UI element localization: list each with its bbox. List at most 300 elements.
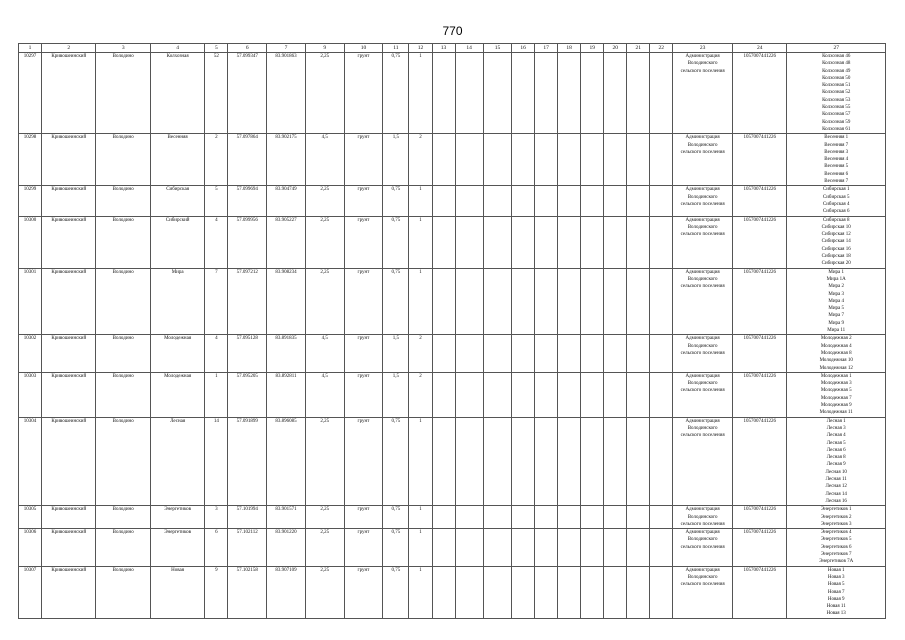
address-line: Весенняя 7 [824,142,849,148]
column-header: 20 [604,44,627,53]
empty-cell [558,134,581,186]
row-district: Кривошеинский [42,506,96,529]
row-longitude: 83.901571 [267,506,306,529]
empty-cell [455,529,483,567]
empty-cell [581,417,604,506]
row-area: 2,25 [305,268,344,335]
address-line: Энергетиков 4 [820,530,852,536]
row-area: 4,5 [305,134,344,186]
empty-cell [483,566,511,618]
owner-line: Администрация [685,373,720,379]
empty-cell [512,372,535,417]
column-header: 22 [650,44,673,53]
owner-line: Администрация [685,269,720,275]
row-container-count: 1 [409,529,432,567]
empty-cell [604,216,627,268]
row-area: 4,5 [305,372,344,417]
empty-cell [558,53,581,134]
address-line: Лесная 3 [826,425,846,431]
column-header: 6 [228,44,267,53]
empty-cell [483,529,511,567]
empty-cell [558,417,581,506]
row-district: Кривошеинский [42,216,96,268]
empty-cell [627,506,650,529]
table-row [19,134,886,186]
row-longitude: 83.901220 [267,529,306,567]
owner-line: Володинского [687,381,718,387]
table-row [19,335,886,373]
row-container-size: 0,75 [383,506,409,529]
column-header: 12 [409,44,432,53]
column-header: 9 [305,44,344,53]
address-line: Колхозная 61 [822,126,851,132]
owner-line: Администрация [685,530,720,536]
address-line: Молодежная 11 [819,410,853,416]
empty-cell [604,268,627,335]
row-latitude: 57.101994 [228,506,267,529]
address-line: Колхозная 48 [822,61,851,67]
table-row [19,216,886,268]
column-header: 13 [432,44,455,53]
empty-cell [604,53,627,134]
empty-cell [512,335,535,373]
address-line: Новая 11 [826,604,846,610]
owner-line: сельского поселения [680,388,725,394]
empty-cell [432,134,455,186]
empty-cell [432,186,455,216]
empty-cell [455,268,483,335]
row-container-count: 1 [409,53,432,134]
empty-cell [650,529,673,567]
empty-cell [512,268,535,335]
empty-cell [558,216,581,268]
address-line: Лесная 11 [825,477,847,483]
empty-cell [432,506,455,529]
row-container-count: 1 [409,417,432,506]
owner-line: Администрация [685,418,720,424]
owner-line: сельского поселения [680,544,725,550]
row-area: 2,25 [305,566,344,618]
row-latitude: 57.102112 [228,529,267,567]
row-ogrn: 1057007441226 [732,53,786,134]
row-area: 2,25 [305,529,344,567]
row-longitude: 83.896085 [267,417,306,506]
row-addresses [787,268,886,335]
row-owner [673,216,733,268]
row-surface: грунт [344,186,383,216]
empty-cell [627,268,650,335]
row-owner [673,134,733,186]
row-longitude: 83.891835 [267,335,306,373]
row-addresses [787,417,886,506]
row-longitude: 83.908234 [267,268,306,335]
empty-cell [581,216,604,268]
row-container-size: 0,75 [383,566,409,618]
empty-cell [581,268,604,335]
column-header: 7 [267,44,306,53]
empty-cell [650,53,673,134]
owner-line: Володинского [687,142,718,148]
row-ogrn: 1057007441226 [732,216,786,268]
address-line: Лесная 10 [825,469,847,475]
column-header: 18 [558,44,581,53]
row-id: 10299 [19,186,42,216]
address-line: Сибирская 10 [821,224,851,230]
address-line: Мира 4 [828,298,844,304]
row-owner [673,372,733,417]
address-line: Молодежная 2 [820,336,852,342]
row-addresses [787,134,886,186]
table-row [19,268,886,335]
row-addresses [787,372,886,417]
empty-cell [535,186,558,216]
empty-cell [535,566,558,618]
row-house-number: 14 [205,417,228,506]
row-id: 10303 [19,372,42,417]
address-line: Весенняя 7 [824,179,849,185]
owner-line: Володинского [687,224,718,230]
row-container-size: 0,75 [383,417,409,506]
row-area: 2,25 [305,186,344,216]
empty-cell [432,335,455,373]
row-longitude: 83.902175 [267,134,306,186]
address-line: Молодежная 1 [820,373,852,379]
empty-cell [512,417,535,506]
address-line: Молодежная 3 [820,381,852,387]
empty-cell [627,186,650,216]
empty-cell [432,216,455,268]
row-longitude: 83.904749 [267,186,306,216]
address-line: Колхозная 53 [822,97,851,103]
row-surface: грунт [344,216,383,268]
empty-cell [581,53,604,134]
row-longitude: 83.905227 [267,216,306,268]
owner-line: сельского поселения [680,433,725,439]
empty-cell [627,134,650,186]
row-id: 10301 [19,268,42,335]
address-line: Энергетиков 3 [820,521,852,527]
row-latitude: 57.097212 [228,268,267,335]
address-line: Лесная 14 [825,491,847,497]
row-house-number: 3 [205,506,228,529]
container-site-registry-table [18,43,886,619]
row-surface: грунт [344,417,383,506]
address-line: Энергетиков 6 [820,544,852,550]
row-ogrn: 1057007441226 [732,506,786,529]
row-street: Сибирская [150,186,204,216]
address-line: Весенняя 4 [824,157,849,163]
owner-line: Володинского [687,343,718,349]
column-header: 11 [383,44,409,53]
address-line: Лесная 6 [826,447,846,453]
owner-line: Володинского [687,514,718,520]
address-line: Новая 5 [827,582,845,588]
owner-line: Администрация [685,507,720,513]
address-line: Лесная 8 [826,455,846,461]
empty-cell [650,372,673,417]
row-ogrn: 1057007441226 [732,417,786,506]
row-settlement: Володино [96,134,150,186]
empty-cell [483,372,511,417]
empty-cell [455,134,483,186]
empty-cell [483,417,511,506]
row-addresses [787,186,886,216]
owner-line: Володинского [687,194,718,200]
empty-cell [432,566,455,618]
empty-cell [558,372,581,417]
owner-line: Администрация [685,54,720,59]
row-settlement: Володино [96,417,150,506]
owner-line: Администрация [685,567,720,573]
row-ogrn: 1057007441226 [732,335,786,373]
row-owner [673,53,733,134]
row-container-size: 0,75 [383,186,409,216]
empty-cell [483,506,511,529]
empty-cell [512,566,535,618]
row-container-count: 2 [409,134,432,186]
address-line: Сибирская 4 [822,201,850,207]
address-line: Сибирская 20 [821,261,851,267]
address-line: Молодежная 8 [820,350,852,356]
row-street: Колхозная [150,53,204,134]
address-line: Молодежная 9 [820,403,852,409]
owner-line: сельского поселения [680,149,725,155]
empty-cell [512,53,535,134]
row-addresses [787,335,886,373]
column-header: 27 [787,44,886,53]
address-line: Мира 2 [828,284,844,290]
row-latitude: 57.099347 [228,53,267,134]
row-container-count: 1 [409,506,432,529]
empty-cell [483,134,511,186]
address-line: Весенняя 3 [824,149,849,155]
row-street: Молодежная [150,335,204,373]
row-addresses [787,529,886,567]
row-street: Молодежная [150,372,204,417]
row-ogrn: 1057007441226 [732,566,786,618]
row-owner [673,529,733,567]
table-row [19,566,886,618]
owner-line: Володинского [687,425,718,431]
row-id: 10298 [19,134,42,186]
row-district: Кривошеинский [42,417,96,506]
address-line: Весенняя 1 [824,135,849,141]
row-latitude: 57.099956 [228,216,267,268]
owner-line: Администрация [685,217,720,223]
row-container-size: 1,5 [383,372,409,417]
empty-cell [512,529,535,567]
row-house-number: 7 [205,268,228,335]
address-line: Колхозная 52 [822,90,851,96]
row-area: 2,25 [305,506,344,529]
row-id: 10307 [19,566,42,618]
address-line: Мира 1А [826,276,846,282]
address-line: Колхозная 50 [822,75,851,81]
address-line: Сибирская 8 [822,217,850,223]
empty-cell [535,216,558,268]
empty-cell [455,506,483,529]
owner-line: сельского поселения [680,350,725,356]
empty-cell [535,506,558,529]
address-line: Новая 9 [827,596,845,602]
owner-line: Администрация [685,336,720,342]
owner-line: Администрация [685,187,720,193]
empty-cell [604,134,627,186]
row-street: Новая [150,566,204,618]
empty-cell [650,506,673,529]
row-district: Кривошеинский [42,566,96,618]
row-container-size: 0,75 [383,268,409,335]
address-line: Новая 1 [827,567,845,573]
empty-cell [558,529,581,567]
owner-line: сельского поселения [680,284,725,290]
address-line: Лесная 4 [826,433,846,439]
owner-line: сельского поселения [680,201,725,207]
empty-cell [627,417,650,506]
row-district: Кривошеинский [42,134,96,186]
row-district: Кривошеинский [42,372,96,417]
empty-cell [650,134,673,186]
address-line: Молодежная 7 [820,395,852,401]
column-header: 5 [205,44,228,53]
row-surface: грунт [344,335,383,373]
address-line: Молодежная 5 [820,388,852,394]
empty-cell [455,417,483,506]
table-body [19,44,886,619]
row-area: 2,25 [305,53,344,134]
row-street: Энергетиков [150,506,204,529]
empty-cell [512,216,535,268]
address-line: Колхозная 55 [822,105,851,111]
row-container-count: 2 [409,372,432,417]
table-row [19,417,886,506]
empty-cell [455,335,483,373]
column-header: 24 [732,44,786,53]
column-header: 3 [96,44,150,53]
column-header: 10 [344,44,383,53]
empty-cell [627,216,650,268]
row-settlement: Володино [96,506,150,529]
address-line: Энергетиков 7А [819,559,854,565]
empty-cell [650,566,673,618]
row-settlement: Володино [96,268,150,335]
address-line: Колхозная 57 [822,112,851,118]
empty-cell [558,186,581,216]
address-line: Молодежная 4 [820,343,852,349]
address-line: Колхозная 49 [822,68,851,74]
empty-cell [581,335,604,373]
row-house-number: 6 [205,529,228,567]
row-district: Кривошеинский [42,53,96,134]
column-header: 14 [455,44,483,53]
empty-cell [483,216,511,268]
empty-cell [432,372,455,417]
row-settlement: Володино [96,529,150,567]
address-line: Молодежная 12 [819,365,853,371]
empty-cell [483,268,511,335]
row-ogrn: 1057007441226 [732,268,786,335]
empty-cell [455,372,483,417]
address-line: Сибирская 5 [822,194,850,200]
row-district: Кривошеинский [42,335,96,373]
empty-cell [432,268,455,335]
row-id: 10306 [19,529,42,567]
address-line: Сибирская 14 [821,239,851,245]
column-header: 16 [512,44,535,53]
row-area: 2,25 [305,417,344,506]
empty-cell [535,372,558,417]
table-row [19,53,886,134]
empty-cell [455,566,483,618]
row-addresses [787,216,886,268]
table-row [19,506,886,529]
empty-cell [581,506,604,529]
address-line: Молодежная 10 [819,358,853,364]
row-surface: грунт [344,134,383,186]
row-id: 10297 [19,53,42,134]
row-owner [673,335,733,373]
row-longitude: 83.907109 [267,566,306,618]
address-line: Мира 9 [828,320,844,326]
empty-cell [581,134,604,186]
address-line: Мира 3 [828,291,844,297]
row-container-count: 2 [409,335,432,373]
empty-cell [627,529,650,567]
empty-cell [581,372,604,417]
address-line: Сибирская 1 [822,187,850,193]
owner-line: Володинского [687,537,718,543]
address-line: Новая 7 [827,589,845,595]
row-settlement: Володино [96,335,150,373]
row-street: Лесная [150,417,204,506]
empty-cell [535,53,558,134]
row-settlement: Володино [96,186,150,216]
row-ogrn: 1057007441226 [732,372,786,417]
empty-cell [432,53,455,134]
empty-cell [604,372,627,417]
column-header: 1 [19,44,42,53]
row-settlement: Володино [96,566,150,618]
page-number: 770 [442,24,463,38]
empty-cell [627,372,650,417]
row-street: Весенняя [150,134,204,186]
owner-line: сельского поселения [680,232,725,238]
address-line: Энергетиков 2 [820,514,852,520]
address-line: Колхозная 51 [822,83,851,89]
address-line: Сибирская 16 [821,246,851,252]
empty-cell [512,186,535,216]
row-addresses [787,506,886,529]
row-house-number: 2 [205,134,228,186]
empty-cell [535,529,558,567]
row-street: Энергетиков [150,529,204,567]
empty-cell [581,529,604,567]
row-latitude: 57.097864 [228,134,267,186]
row-house-number: 52 [205,53,228,134]
column-header: 19 [581,44,604,53]
address-line: Новая 13 [826,611,846,617]
row-id: 10304 [19,417,42,506]
row-longitude: 83.901863 [267,53,306,134]
empty-cell [604,506,627,529]
empty-cell [512,134,535,186]
row-district: Кривошеинский [42,186,96,216]
row-surface: грунт [344,53,383,134]
address-line: Весенняя 5 [824,164,849,170]
row-container-size: 0,75 [383,216,409,268]
row-settlement: Володино [96,53,150,134]
empty-cell [483,53,511,134]
